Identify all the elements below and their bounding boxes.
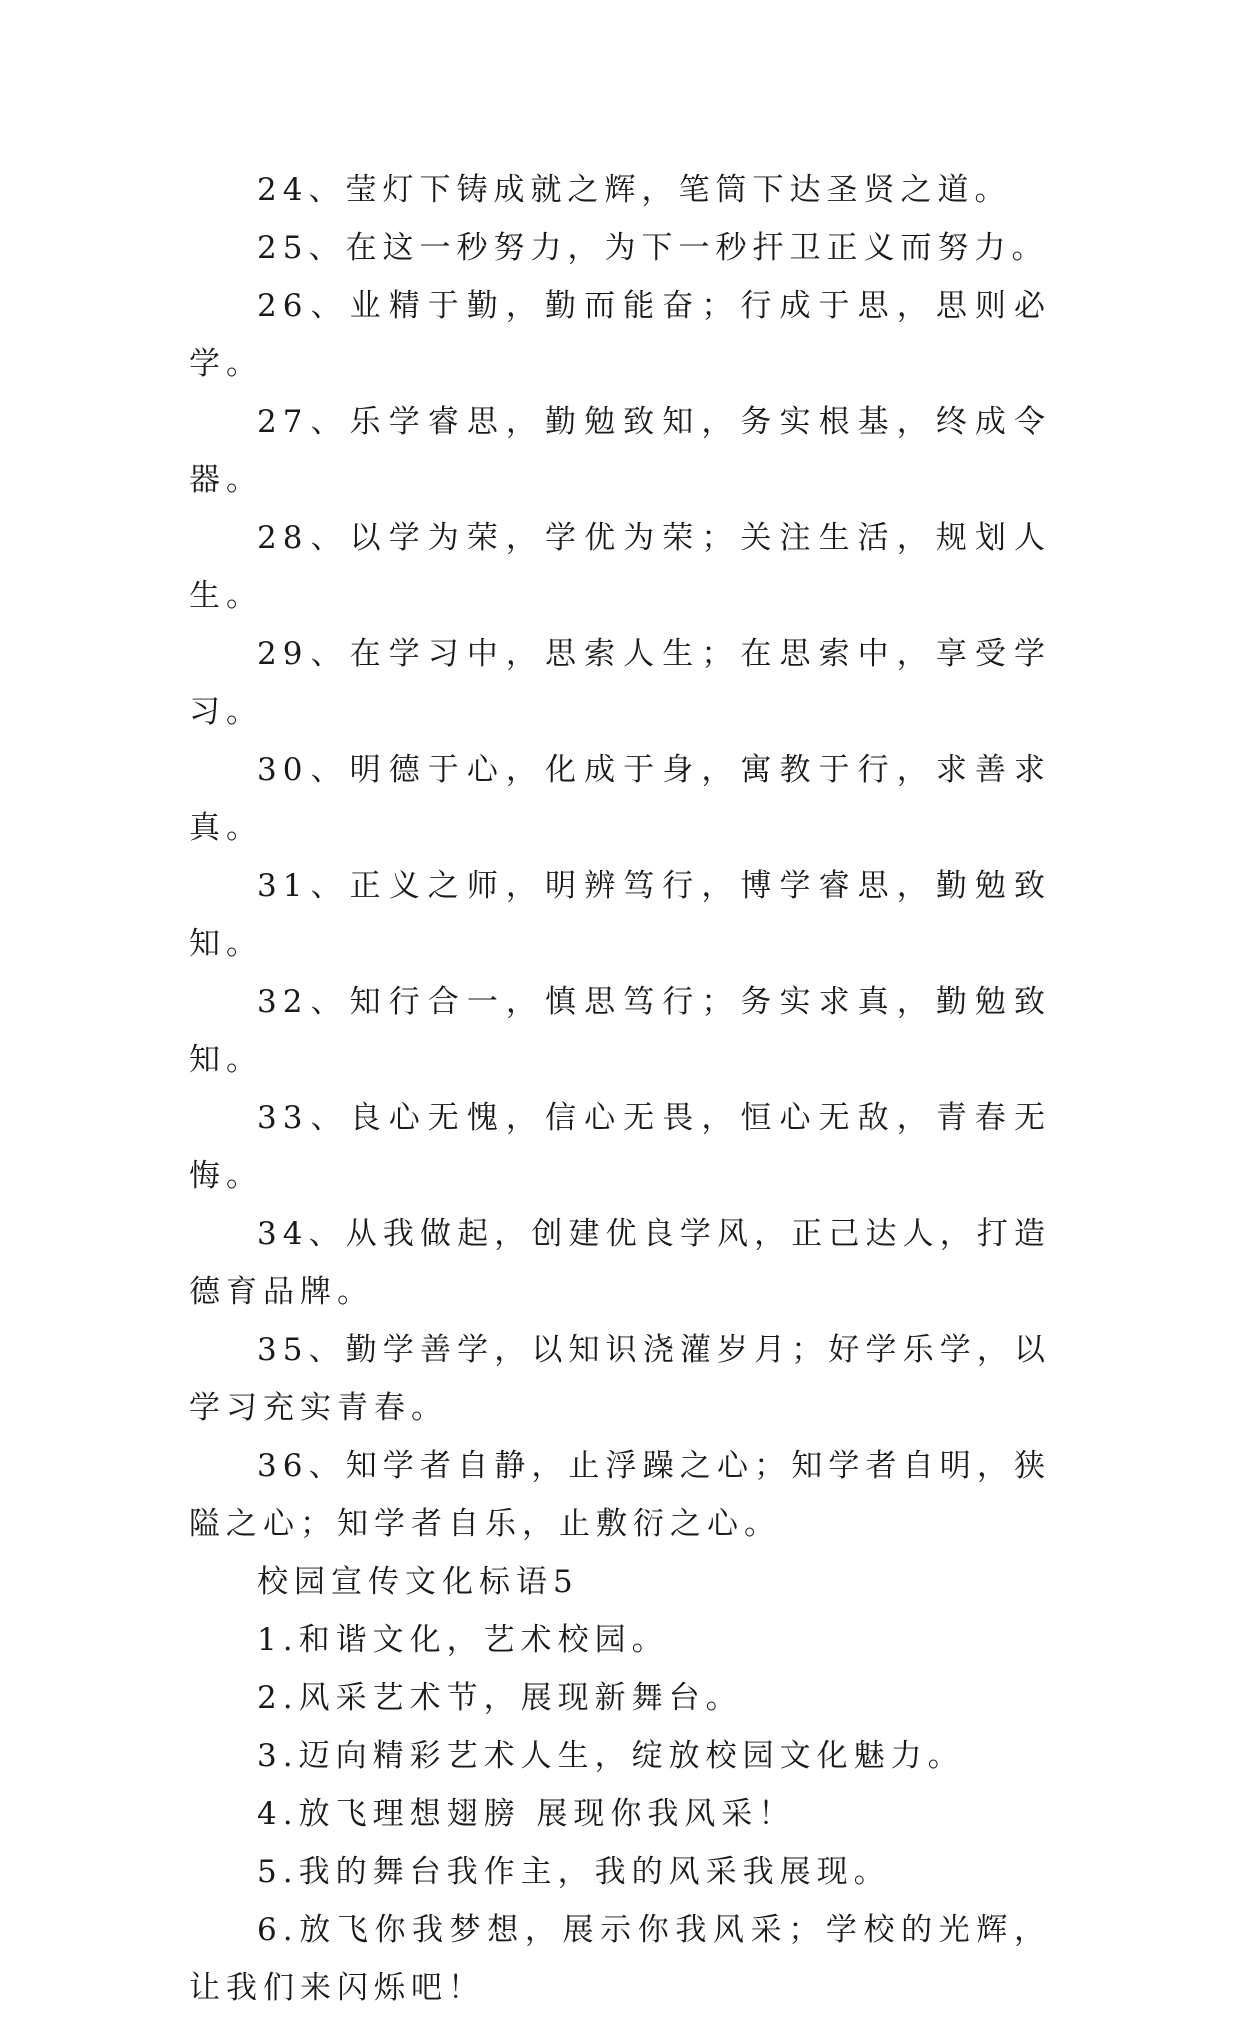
slogan-28: 28、以学为荣，学优为荣；关注生活，规划人生。 bbox=[189, 520, 1051, 614]
slogan-2: 2.风采艺术节，展现新舞台。 bbox=[257, 1680, 743, 1716]
slogan-5: 5.我的舞台我作主，我的风采我展现。 bbox=[257, 1854, 891, 1890]
section-heading: 校园宣传文化标语5 bbox=[257, 1564, 579, 1600]
slogan-36: 36、知学者自静，止浮躁之心；知学者自明，狭隘之心；知学者自乐，止敷衍之心。 bbox=[189, 1448, 1051, 1542]
slogan-26: 26、业精于勤，勤而能奋；行成于思，思则必学。 bbox=[189, 288, 1051, 382]
slogan-34: 34、从我做起，创建优良学风，正己达人，打造德育品牌。 bbox=[189, 1216, 1051, 1310]
slogan-30: 30、明德于心，化成于身，寓教于行，求善求真。 bbox=[189, 752, 1051, 846]
slogan-24: 24、莹灯下铸成就之辉，笔筒下达圣贤之道。 bbox=[257, 172, 1012, 208]
slogan-31: 31、正义之师，明辨笃行，博学睿思，勤勉致知。 bbox=[189, 868, 1051, 962]
slogan-1: 1.和谐文化，艺术校园。 bbox=[257, 1622, 669, 1658]
slogan-29: 29、在学习中，思索人生；在思索中，享受学习。 bbox=[189, 636, 1051, 730]
slogan-35: 35、勤学善学，以知识浇灌岁月；好学乐学，以学习充实青春。 bbox=[189, 1332, 1051, 1426]
slogan-32: 32、知行合一，慎思笃行；务实求真，勤勉致知。 bbox=[189, 984, 1051, 1078]
slogan-4: 4.放飞理想翅膀 展现你我风采！ bbox=[257, 1796, 796, 1832]
slogan-27: 27、乐学睿思，勤勉致知，务实根基，终成令器。 bbox=[189, 404, 1051, 498]
slogan-25: 25、在这一秒努力，为下一秒扞卫正义而努力。 bbox=[257, 230, 1049, 266]
slogan-3: 3.迈向精彩艺术人生，绽放校园文化魅力。 bbox=[257, 1738, 965, 1774]
slogan-33: 33、良心无愧，信心无畏，恒心无敌，青春无悔。 bbox=[189, 1100, 1051, 1194]
slogan-6: 6.放飞你我梦想，展示你我风采；学校的光辉，让我们来闪烁吧！ bbox=[189, 1912, 1051, 2006]
document-body bbox=[189, 161, 1051, 2017]
